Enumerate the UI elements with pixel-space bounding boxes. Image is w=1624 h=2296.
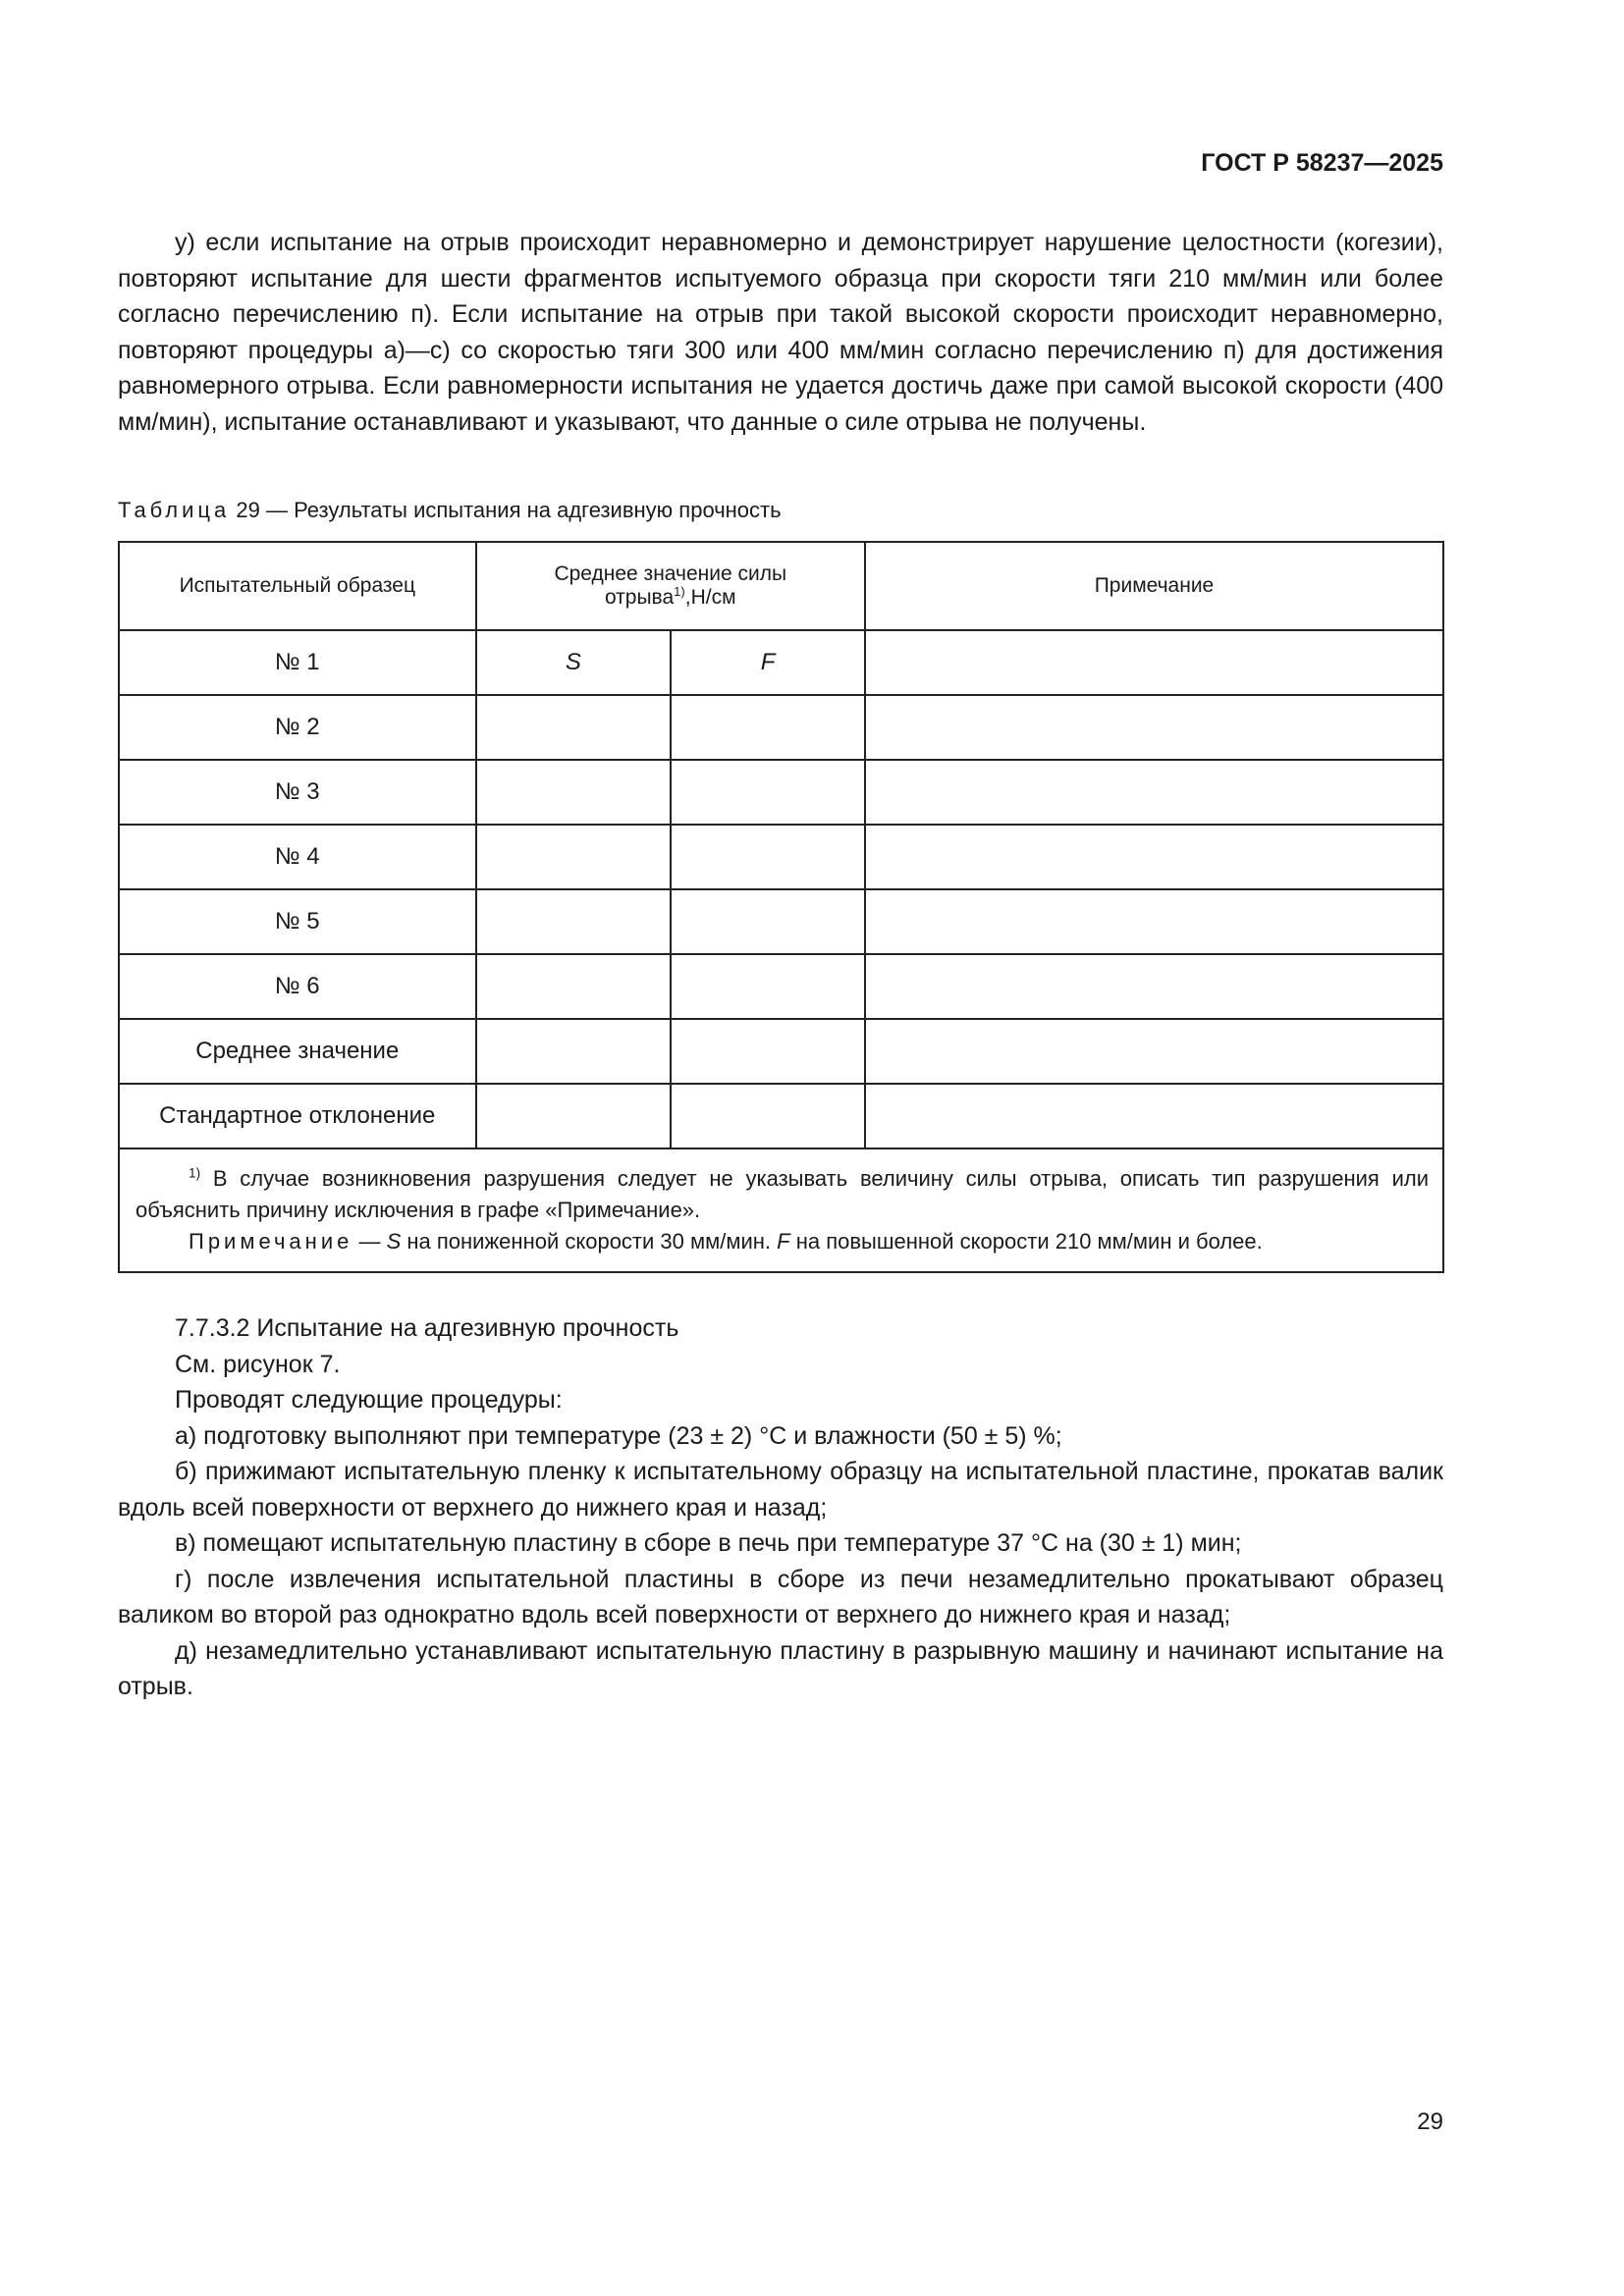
see-figure: См. рисунок 7. xyxy=(175,1350,341,1378)
note-s-text: на пониженной скорости 30 мм/мин. xyxy=(401,1229,778,1254)
header-force-line2: отрыва xyxy=(604,586,675,609)
note-f-text: на повышенной скорости 210 мм/мин и более. xyxy=(789,1229,1263,1254)
procedure-item: г) после извлечения испытательной пластины в сборе из печи незамедлительно прокатывают образец валиком во второй раз однократно вдоль всей поверхности от верхнего до нижнего края и назад; xyxy=(118,1565,1443,1629)
table-footnote-cell xyxy=(119,1148,1443,1272)
value-cell-s xyxy=(476,954,672,1019)
note-cell xyxy=(865,695,1443,760)
table-row xyxy=(119,889,1443,954)
note-s-symbol: S xyxy=(386,1229,402,1254)
value-cell-f xyxy=(671,1084,865,1148)
document-id-header: ГОСТ Р 58237—2025 xyxy=(1201,149,1443,177)
header-force-line1: Среднее значение силы xyxy=(554,562,787,585)
table-row xyxy=(119,760,1443,825)
table-row xyxy=(119,1084,1443,1148)
row-label: № 1 xyxy=(119,630,476,695)
procedures-intro: Проводят следующие процедуры: xyxy=(175,1386,563,1414)
value-cell-f xyxy=(671,954,865,1019)
intro-paragraph: у) если испытание на отрыв происходит неравномерно и демонстрирует нарушение целостности (когезии), повторяют испытание для шести фрагментов испытуемого образца при скорости тяги 210 мм/мин или более согласно перечислению п). Если испытание на отрыв при такой высокой скорости происходит неравномерно, повторяют процедуры а)—с) со скоростью тяги 300 или 400 мм/мин согласно перечислению п) для достижения равномерного отрыва. Если равномерности испытания не удается достичь даже при самой высокой скорости (400 мм/мин), испытание останавливают и указывают, что данные о силе отрыва не получены. xyxy=(118,229,1443,436)
intro-block xyxy=(118,225,1443,440)
header-force-footnote-ref: 1) xyxy=(674,584,685,599)
note-cell xyxy=(865,825,1443,889)
note-cell xyxy=(865,630,1443,695)
value-cell-s xyxy=(476,695,672,760)
subheader-f: F xyxy=(671,630,865,695)
note-cell xyxy=(865,954,1443,1019)
value-cell-f xyxy=(671,695,865,760)
subheader-s: S xyxy=(476,630,672,695)
procedure-item: а) подготовку выполняют при температуре (23 ± 2) °С и влажности (50 ± 5) %; xyxy=(175,1421,1062,1450)
table-caption-text: 29 — Результаты испытания на адгезивную прочность xyxy=(236,498,782,522)
section-block xyxy=(118,1310,1443,1705)
row-label: № 3 xyxy=(119,760,476,825)
value-cell-f xyxy=(671,760,865,825)
table-note xyxy=(135,1226,1429,1257)
header-sample: Испытательный образец xyxy=(119,542,476,630)
table-footnote xyxy=(135,1163,1429,1226)
footnote-text: В случае возникновения разрушения следует не указывать величину силы отрыва, описать тип разрушения или объяснить причину исключения в графе «Примечание». xyxy=(135,1166,1429,1222)
table-footnote-row xyxy=(119,1148,1443,1272)
section-heading: 7.7.3.2 Испытание на адгезивную прочность xyxy=(175,1314,679,1342)
note-f-symbol: F xyxy=(777,1229,790,1254)
results-table xyxy=(118,541,1444,1273)
table-caption-label: Таблица xyxy=(118,498,231,522)
value-cell-f xyxy=(671,889,865,954)
note-cell xyxy=(865,760,1443,825)
row-label: № 6 xyxy=(119,954,476,1019)
value-cell-s xyxy=(476,889,672,954)
procedure-item: д) незамедлительно устанавливают испытательную пластину в разрывную машину и начинают испытание на отрыв. xyxy=(118,1636,1443,1700)
header-force xyxy=(476,542,865,630)
note-cell xyxy=(865,1084,1443,1148)
row-label: Среднее значение xyxy=(119,1019,476,1084)
value-cell-s xyxy=(476,1084,672,1148)
row-label: № 5 xyxy=(119,889,476,954)
value-cell-s xyxy=(476,1019,672,1084)
table-header-row xyxy=(119,542,1443,630)
note-cell xyxy=(865,1019,1443,1084)
value-cell-s xyxy=(476,825,672,889)
table-row xyxy=(119,954,1443,1019)
row-label: Стандартное отклонение xyxy=(119,1084,476,1148)
footnote-marker: 1) xyxy=(189,1165,201,1181)
table-row xyxy=(119,825,1443,889)
row-label: № 4 xyxy=(119,825,476,889)
header-force-unit: ,Н/см xyxy=(684,586,736,609)
table-row xyxy=(119,1019,1443,1084)
row-label: № 2 xyxy=(119,695,476,760)
table-caption xyxy=(118,498,782,523)
page-number: 29 xyxy=(1417,2109,1443,2135)
value-cell-s xyxy=(476,760,672,825)
header-note: Примечание xyxy=(865,542,1443,630)
value-cell-f xyxy=(671,1019,865,1084)
note-label: Примечание xyxy=(189,1229,353,1254)
table-row xyxy=(119,695,1443,760)
table-row xyxy=(119,630,1443,695)
procedure-item: в) помещают испытательную пластину в сборе в печь при температуре 37 °С на (30 ± 1) мин; xyxy=(175,1529,1242,1557)
procedure-item: б) прижимают испытательную пленку к испытательному образцу на испытательной пластине, прокатав валик вдоль всей поверхности от верхнего до нижнего края и назад; xyxy=(118,1458,1443,1522)
value-cell-f xyxy=(671,825,865,889)
note-cell xyxy=(865,889,1443,954)
note-dash: — xyxy=(352,1229,387,1254)
